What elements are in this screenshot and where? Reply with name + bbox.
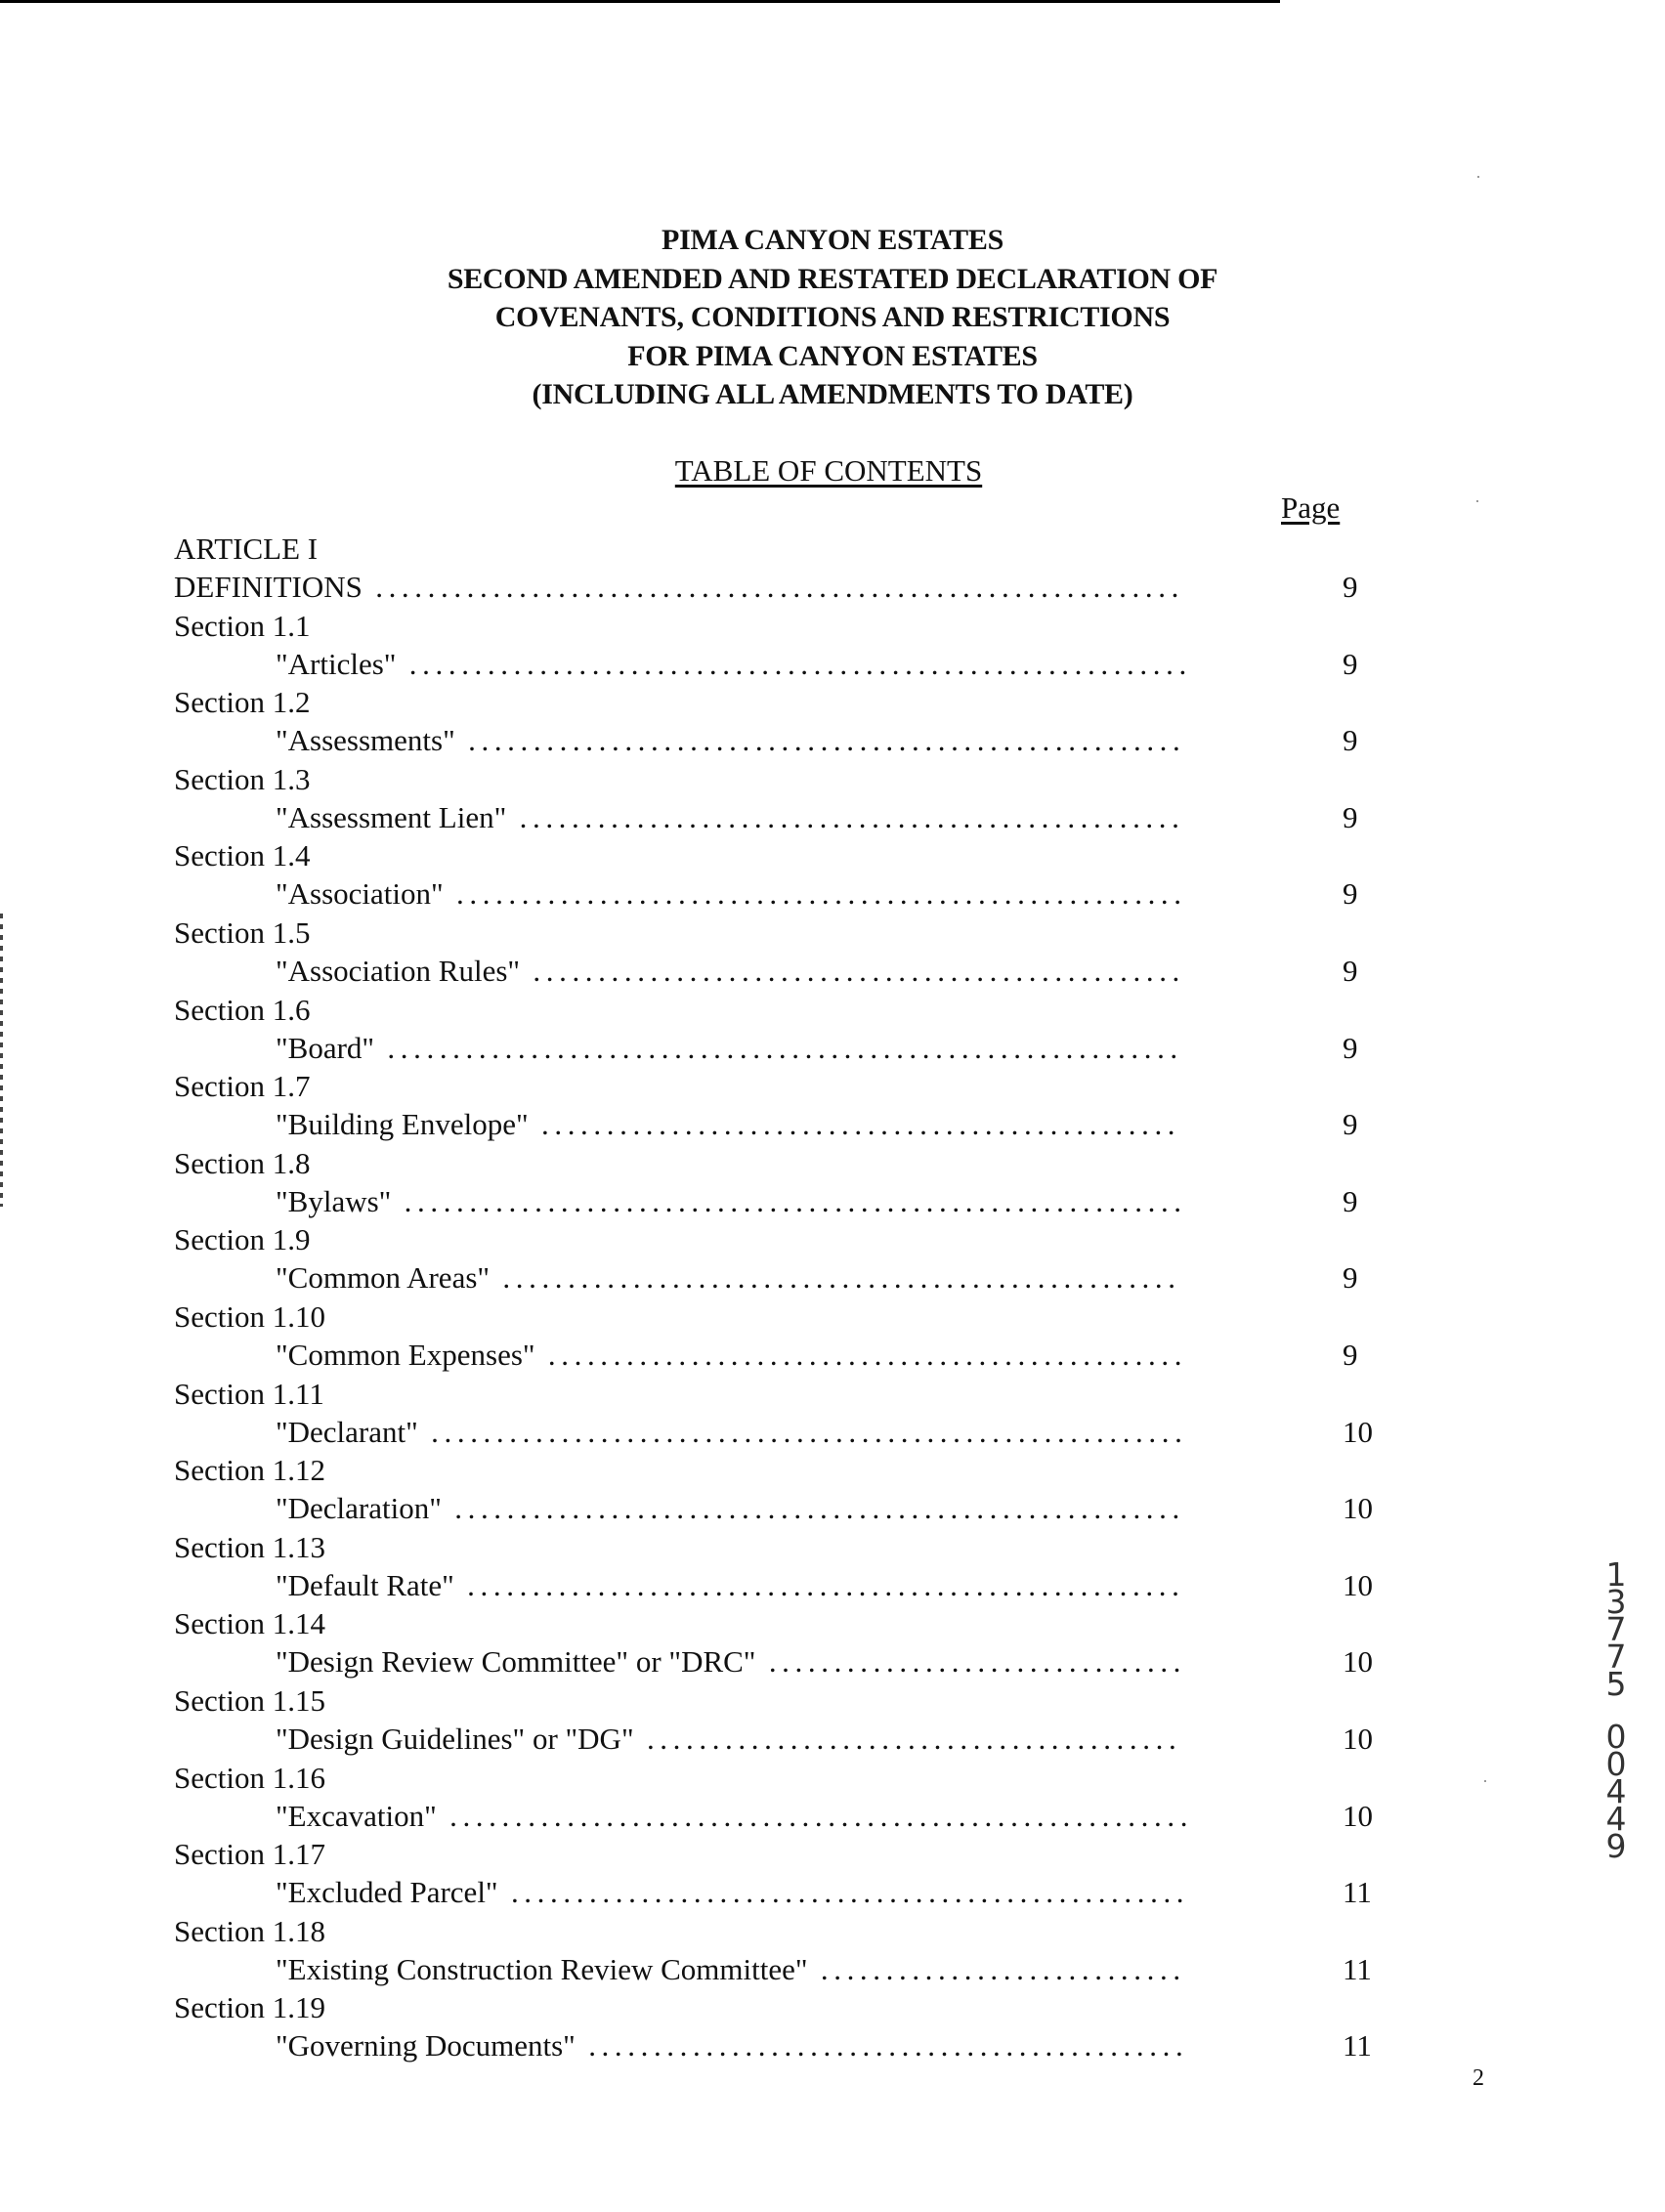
toc-entry-title: DEFINITIONS	[174, 570, 363, 604]
toc-section-entry	[174, 1681, 1405, 1759]
toc-entry-title: "Assessment Lien"	[276, 799, 507, 834]
document-title	[0, 221, 1665, 414]
toc-entry-row	[174, 952, 1405, 990]
toc-entry-heading: Section 1.19	[174, 1990, 325, 2025]
toc-entry-title: "Governing Documents"	[276, 2028, 576, 2063]
toc-entry-page: 10	[1343, 1644, 1373, 1680]
title-line: SECOND AMENDED AND RESTATED DECLARATION OF	[447, 262, 1218, 295]
toc-entry-heading: Section 1.11	[174, 1376, 324, 1411]
dot-leader: ..........................................................	[417, 1414, 1188, 1449]
toc-entry-label	[276, 1797, 1193, 1835]
toc-entry-row	[174, 1720, 1405, 1758]
toc-entry-page: 9	[1343, 1183, 1358, 1218]
toc-entry-page: 9	[1343, 570, 1358, 604]
toc-section-entry	[174, 1297, 1405, 1375]
toc-entry-row	[174, 1797, 1405, 1835]
dot-leader: ........................................................	[443, 876, 1187, 912]
toc-entry-heading: Section 1.9	[174, 1222, 311, 1257]
toc-entry-page: 9	[1343, 646, 1358, 681]
toc-entry-title: "Default Rate"	[276, 1567, 454, 1602]
title-line: COVENANTS, CONDITIONS AND RESTRICTIONS	[494, 301, 1171, 333]
toc-entry-label	[276, 1950, 1186, 1988]
scan-speck	[1484, 1780, 1486, 1782]
toc-entry-title: "Bylaws"	[276, 1183, 392, 1218]
toc-section-entry	[174, 683, 1405, 760]
toc-entry-row	[174, 1873, 1405, 1911]
toc-entry-title: "Articles"	[276, 646, 397, 681]
toc-entry-title: "Existing Construction Review Committee"	[276, 1951, 808, 1986]
side-document-code	[1599, 1555, 1634, 1865]
toc-section-entry	[174, 836, 1405, 914]
dot-leader: ........................................................	[441, 1491, 1185, 1526]
dot-leader: ....................................................	[490, 1260, 1181, 1296]
page-number: 2	[1473, 2065, 1484, 2091]
toc-entry-heading: Section 1.17	[174, 1837, 325, 1872]
dot-leader: ..............................................	[575, 2028, 1189, 2063]
toc-entry-heading: Section 1.6	[174, 992, 311, 1027]
toc-entry-title: "Excavation"	[276, 1798, 437, 1833]
toc-entry-heading: ARTICLE I	[174, 532, 319, 566]
toc-entry-row	[174, 798, 1405, 836]
toc-entry-title: "Common Areas"	[276, 1260, 491, 1296]
toc-entry-label	[276, 721, 1185, 759]
toc-entry-page: 11	[1343, 1951, 1372, 1986]
code-digit: 4	[1605, 1800, 1627, 1838]
toc-entry-page: 9	[1343, 953, 1358, 988]
toc-entry-label	[276, 1182, 1187, 1220]
toc-entry-label	[276, 1336, 1187, 1374]
toc-entry-row	[174, 1413, 1405, 1451]
toc-entry-row	[174, 645, 1405, 683]
toc-entry-page: 10	[1343, 1798, 1373, 1833]
toc-section-entry	[174, 914, 1405, 991]
toc-entry-heading: Section 1.4	[174, 838, 311, 873]
toc-section-entry	[174, 607, 1405, 684]
toc-entry-row	[174, 1029, 1405, 1067]
toc-entry-page: 10	[1343, 1491, 1373, 1526]
toc-entry-label	[276, 952, 1185, 990]
toc-entry-heading: Section 1.13	[174, 1529, 325, 1564]
toc-entry-title: "Board"	[276, 1030, 375, 1065]
code-digit: 1	[1605, 1555, 1627, 1594]
toc-entry-heading: Section 1.5	[174, 915, 311, 950]
toc-entry-page: 9	[1343, 1337, 1358, 1372]
toc-entry-row	[174, 568, 1405, 606]
toc-entry-heading: Section 1.10	[174, 1298, 325, 1334]
toc-entry-label	[276, 1258, 1181, 1297]
dot-leader: .........................................	[633, 1721, 1182, 1756]
code-digit: 9	[1605, 1827, 1627, 1865]
dot-leader: .......................................................	[453, 1567, 1185, 1602]
toc-section-entry	[174, 1528, 1405, 1605]
toc-entry-row	[174, 1258, 1405, 1297]
toc-entry-label	[276, 1413, 1187, 1451]
toc-entry-page: 9	[1343, 799, 1358, 834]
toc-entry-heading: Section 1.15	[174, 1682, 325, 1718]
toc-article-entry	[174, 530, 1405, 607]
toc-entry-title: "Association Rules"	[276, 953, 521, 988]
toc-entry-label	[276, 874, 1187, 913]
toc-entry-row	[174, 1566, 1405, 1604]
toc-entry-page: 10	[1343, 1721, 1373, 1756]
toc-entry-row	[174, 721, 1405, 759]
toc-entry-page: 9	[1343, 1260, 1358, 1296]
code-digit: 7	[1605, 1638, 1627, 1676]
toc-section-entry	[174, 1912, 1405, 1989]
dot-leader: ............................	[807, 1951, 1186, 1986]
toc-entry-title: "Common Expenses"	[276, 1337, 535, 1372]
toc-entry-page: 9	[1343, 1107, 1358, 1142]
toc-entry-heading: Section 1.18	[174, 1913, 325, 1948]
toc-entry-heading: Section 1.3	[174, 761, 311, 796]
toc-entry-label	[276, 1105, 1180, 1143]
toc-entry-label	[276, 1566, 1184, 1604]
title-line: (INCLUDING ALL AMENDMENTS TO DATE)	[532, 378, 1133, 410]
toc-entry-row	[174, 1489, 1405, 1527]
toc-entry-heading: Section 1.2	[174, 685, 311, 720]
scan-speck	[1476, 500, 1478, 502]
code-digit: 7	[1605, 1610, 1627, 1648]
title-line: PIMA CANYON ESTATES	[662, 224, 1003, 256]
code-digit: 5	[1605, 1665, 1627, 1703]
toc-entry-page: 10	[1343, 1567, 1373, 1602]
code-digit: 3	[1605, 1583, 1627, 1621]
toc-section-entry	[174, 1067, 1405, 1144]
toc-entry-title: "Declaration"	[276, 1491, 442, 1526]
toc-entry-heading: Section 1.16	[174, 1760, 325, 1795]
toc-entry-title: "Assessments"	[276, 723, 455, 758]
dot-leader: ............................................................	[396, 646, 1192, 681]
toc-entry-label	[276, 645, 1192, 683]
toc-entry-heading: Section 1.14	[174, 1606, 325, 1641]
dot-leader: ................................	[755, 1644, 1187, 1680]
dot-leader: .........................................................	[436, 1798, 1194, 1833]
toc-entry-heading: Section 1.12	[174, 1453, 325, 1488]
toc-entry-row	[174, 1336, 1405, 1374]
toc-entry-title: "Declarant"	[276, 1414, 418, 1449]
toc-entry-label	[276, 1642, 1186, 1680]
dot-leader: .......................................................	[454, 723, 1186, 758]
dot-leader: ............................................................	[391, 1183, 1187, 1218]
toc-entry-row	[174, 1105, 1405, 1143]
dot-leader: .................................................	[528, 1107, 1181, 1142]
toc-heading	[0, 451, 1657, 490]
toc-section-entry	[174, 1604, 1405, 1681]
code-digit: 0	[1605, 1718, 1627, 1756]
toc-section-entry	[174, 1759, 1405, 1836]
toc-entry-label	[276, 1489, 1185, 1527]
code-digit: 4	[1605, 1772, 1627, 1810]
toc-heading-text: TABLE OF CONTENTS	[674, 453, 983, 488]
dot-leader: ..................................................	[520, 953, 1185, 988]
toc-entry-heading: Section 1.7	[174, 1069, 311, 1104]
toc-entry-page: 9	[1343, 723, 1358, 758]
toc-entry-heading: Section 1.1	[174, 608, 311, 643]
dot-leader: .................................................	[534, 1337, 1188, 1372]
top-border-line	[0, 0, 1280, 3]
toc-entry-page: 9	[1343, 876, 1358, 912]
dot-leader: ...................................................	[506, 799, 1185, 834]
toc-entry-label	[276, 1720, 1181, 1758]
toc-entry-page: 11	[1343, 1875, 1372, 1910]
toc-entry-title: "Design Guidelines" or "DG"	[276, 1721, 634, 1756]
toc-section-entry	[174, 1375, 1405, 1452]
toc-section-entry	[174, 1451, 1405, 1528]
toc-entry-title: "Building Envelope"	[276, 1107, 529, 1142]
toc-entry-row	[174, 2026, 1405, 2064]
toc-entry-label	[276, 2026, 1188, 2064]
toc-section-entry	[174, 1988, 1405, 2065]
toc-section-entry	[174, 1144, 1405, 1221]
dot-leader: .............................................................	[374, 1030, 1183, 1065]
dot-leader: ..............................................................	[362, 570, 1184, 604]
title-line: FOR PIMA CANYON ESTATES	[627, 339, 1038, 372]
toc-entry-label	[276, 1873, 1189, 1911]
toc-section-entry	[174, 991, 1405, 1068]
toc-entry-page: 10	[1343, 1414, 1373, 1449]
toc-entry-row	[174, 874, 1405, 913]
toc-entry-label	[174, 568, 1184, 606]
toc-entry-label	[276, 798, 1184, 836]
page-column-label: Page	[1281, 490, 1341, 525]
toc-entry-title: "Design Review Committee" or "DRC"	[276, 1644, 756, 1680]
toc-section-entry	[174, 760, 1405, 837]
toc-entry-row	[174, 1642, 1405, 1680]
scan-speck	[1477, 176, 1479, 178]
toc-entry-page: 11	[1343, 2028, 1372, 2063]
left-margin-scan-marks	[0, 914, 3, 1207]
toc-entry-label	[276, 1029, 1183, 1067]
toc-entry-title: "Excluded Parcel"	[276, 1875, 498, 1910]
dot-leader: ....................................................	[497, 1875, 1190, 1910]
table-of-contents	[174, 530, 1405, 2065]
toc-section-entry	[174, 1835, 1405, 1912]
toc-entry-page: 9	[1343, 1030, 1358, 1065]
code-digit: 0	[1605, 1745, 1627, 1783]
toc-entry-title: "Association"	[276, 876, 444, 912]
toc-entry-row	[174, 1182, 1405, 1220]
toc-section-entry	[174, 1220, 1405, 1297]
toc-entry-heading: Section 1.8	[174, 1145, 311, 1180]
toc-entry-row	[174, 1950, 1405, 1988]
